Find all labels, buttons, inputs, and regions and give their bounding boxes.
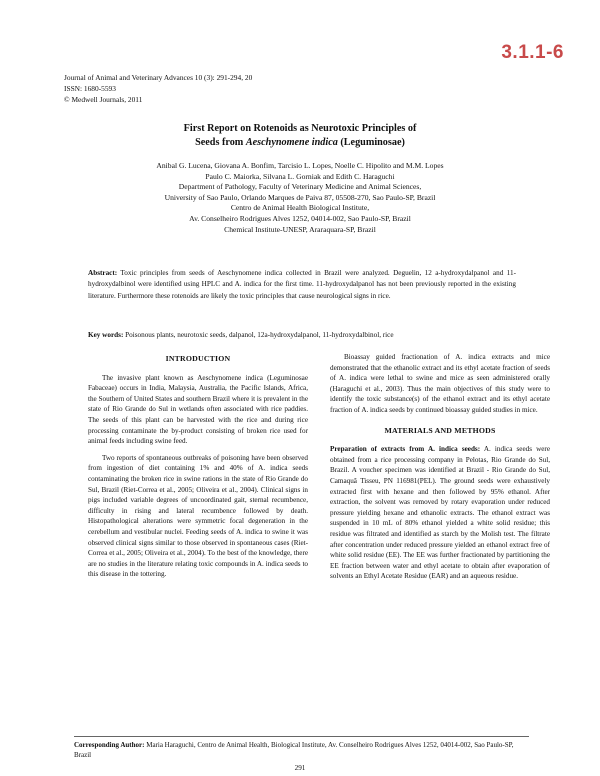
document-code: 3.1.1-6 [501, 42, 564, 63]
methods-text: A. indica seeds were obtained from a rice processing company in Pelotas, Rio Grande do Sul, Brazil. A voucher specimen was identified at Brazil - Rio Grande do Sul, Camaquã Tisseu, PN 116981(PEL). The ground seeds were exhaustively extracted first with hexane and then followed by 95% ethanol. After extraction, the solvent was removed by rotary evaporation under reduced pressure yielding hexane and ethanolic extracts. The ethanol extract was suspended in 10 mL of 80% ethanol yielded a white solid residue; this residue was filtrated and identified as starch by the Molish test. The filtrate after concentration under reduced pressure yielded an ethanol extract free of white solid residue (EE). The EE was further fractionated by partitioning the EE fraction between water and ethyl acetate to obtain after evaporation of solvents an Ethyl Acetate Residue (EAR) and an aqueous residue. [330, 445, 550, 581]
title-suffix: (Leguminosae) [337, 137, 405, 148]
footnote-text: Maria Haraguchi, Centro de Animal Health, Biological Institute, Av. Conselheiro Rodrigues Alves 1252, 04014-002, Sao Paulo-SP, Brazil [74, 741, 514, 759]
abstract [88, 268, 516, 302]
title-prefix: Seeds from [195, 137, 246, 148]
affiliation-line-4: Av. Conselheiro Rodrigues Alves 1252, 04014-002, Sao Paulo-SP, Brazil [189, 213, 411, 223]
abstract-text: Toxic principles from seeds of Aeschynomene indica collected in Brazil were analyzed. Deguelin, 12 a-hydroxydalpanol and 11-hydroxydalbinol were identified using HPLC and A. indica for the first time. 11-hydroxydalpanol has not been previously reported in the existing literature. Furthermore these rotenoids are likely the toxic principles that cause neurological signs in rice. [88, 269, 516, 300]
journal-copyright: © Medwell Journals, 2011 [64, 95, 143, 104]
affiliation-line-5: Chemical Institute-UNESP, Araraquara-SP, Brazil [224, 224, 376, 234]
title-block [60, 122, 540, 235]
footnote-label: Corresponding Author: [74, 741, 145, 749]
title-line-2 [60, 136, 540, 150]
affiliation-line-2: University of Sao Paulo, Orlando Marques de Paiva 87, 05508-270, Sao Paulo-SP, Brazil [164, 192, 436, 202]
journal-header [64, 72, 252, 105]
paper-title [60, 122, 540, 150]
author-list [60, 161, 540, 182]
keywords-label: Key words: [88, 331, 124, 339]
authors-line-1: Anibal G. Lucena, Giovana A. Bonfim, Tarcisio L. Lopes, Noelle C. Hipolito and M.M. Lopes [156, 161, 444, 170]
footnote-rule [74, 736, 529, 737]
affiliation-line-1: Department of Pathology, Faculty of Veterinary Medicine and Animal Sciences, [178, 182, 422, 192]
title-species: Aeschynomene indica [245, 137, 338, 148]
left-column [88, 352, 308, 586]
keywords-text: Poisonous plants, neurotoxic seeds, dalpanol, 12a-hydroxydalpanol, 11-hydroxydalbinol, rice [125, 331, 394, 339]
right-paragraph-1: Bioassay guided fractionation of A. indica extracts and mice demonstrated that the ethanolic extract and its ethyl acetate fraction of seeds of A. indica were lethal to swine and mice as seen administered orally (Haraguchi et al., 2003). Thus the main objectives of this study were to identify the toxic substance(s) of the ethanol extract and its ethyl acetate fraction of A. indica seeds by continued bioassay guided studies in mice. [330, 353, 550, 414]
affiliation-line-3: Centro de Animal Health Biological Institute, [230, 203, 370, 213]
methods-heading: MATERIALS AND METHODS [384, 425, 496, 435]
journal-citation: Journal of Animal and Veterinary Advances 10 (3): 291-294, 20 [64, 73, 253, 82]
methods-subheading: Preparation of extracts from A. indica seeds: [330, 445, 481, 454]
abstract-label: Abstract: [88, 269, 118, 277]
page-number: 291 [294, 764, 306, 772]
authors-line-2: Paulo C. Maiorka, Silvana L. Gorniak and Edith C. Haraguchi [205, 171, 395, 181]
methods-paragraph [330, 444, 550, 582]
right-column [330, 352, 550, 588]
keywords [88, 330, 528, 340]
introduction-heading: INTRODUCTION [165, 354, 231, 363]
intro-paragraph-1: The invasive plant known as Aeschynomene indica (Leguminosae Fabaceae) occurs in India, Malaysia, Australia, the Pacific Islands, Africa, the Southern of United States and southern Brazil where it is prevalent in the state of Rio Grande do Sul in wetlands often associated with rice paddies. The seeds of this plant can be harvested with the rice and during rice processing contaminate the by-product consisting of broken rice used for animal feeds including swine feed. [88, 373, 308, 446]
affiliations [60, 182, 540, 235]
corresponding-author-note [74, 741, 529, 760]
journal-issn: ISSN: 1680-5593 [64, 84, 116, 93]
title-line-1: First Report on Rotenoids as Neurotoxic Principles of [183, 123, 417, 134]
intro-paragraph-2: Two reports of spontaneous outbreaks of poisoning have been observed from ingestion of diet containing 1% and 40% of A. indica seeds contaminating the broken rice in swine rations in the state of Rio Grande do Sul, Brazil (Riet-Correa et al., 2005; Oliveira et al., 2004). Clinical signs in pigs included variable degrees of uncoordinated gait, sternal recumbence, difficulty in rising and lateral recumbence followed by death. Histopathological alterations were symmetric focal degeneration in the cerebellum and vestibular nuclei. Feeding seeds of A. indica to swine it was observed clinical signs similar to those observed in spontaneous cases (Riet-Correa et al., 2005; Oliveira et al., 2004). To the best of the knowledge, there are no studies in the literature relating toxic compounds in A. indica seeds to this disease in the tottering. [88, 453, 308, 579]
